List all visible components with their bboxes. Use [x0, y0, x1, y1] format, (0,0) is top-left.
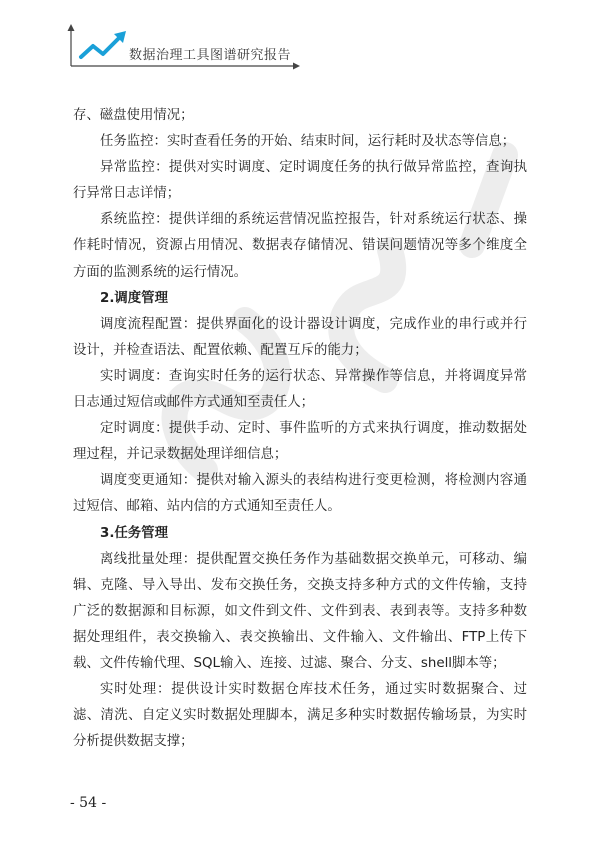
paragraph-task-monitoring: 任务监控：实时查看任务的开始、结束时间，运行耗时及状态等信息；	[100, 134, 516, 150]
paragraph-memory-disk: 存、磁盘使用情况；	[73, 108, 194, 123]
header-decoration	[0, 0, 600, 80]
section-heading-scheduling: 2.调度管理	[100, 290, 168, 306]
paragraph-schedule-change-notice: 调度变更通知：提供对输入源头的表结构进行变更检测，将检测内容通过短信、邮箱、站内信的方式通知至责任人。	[73, 473, 527, 515]
paragraph-realtime-processing: 实时处理：提供设计实时数据仓库技术任务，通过实时数据聚合、过滤、清洗、自定义实时数据处理脚本，满足多种实时数据传输场景，为实时分析提供数据支撑；	[73, 682, 527, 750]
paragraph-exception-monitoring: 异常监控：提供对实时调度、定时调度任务的执行做异常监控，查询执行异常日志详情；	[73, 160, 527, 202]
header-arrow-right-icon	[293, 63, 300, 70]
report-title: 数据治理工具图谱研究报告	[129, 48, 292, 63]
page-number: - 54 -	[70, 795, 107, 811]
header-arrow-up-icon	[68, 24, 75, 31]
page-header	[0, 0, 600, 80]
section-heading-task-management: 3.任务管理	[100, 525, 168, 541]
paragraph-offline-batch: 离线批量处理：提供配置交换任务作为基础数据交换单元，可移动、编辑、克隆、导入导出、发布交换任务，交换支持多种方式的文件传输，支持广泛的数据源和目标源，如文件到文件、文件到表、表到表等。支持多种数据处理组件，表交换输入、表交换输出、文件输入、文件输出、FTP上传下载、文件传输代理、SQL输入、连接、过滤、聚合、分支、shell脚本等；	[73, 551, 527, 671]
paragraph-schedule-config: 调度流程配置：提供界面化的设计器设计调度，完成作业的串行或并行设计，并检查语法、配置依赖、配置互斥的能力；	[73, 316, 527, 358]
paragraph-timed-schedule: 定时调度：提供手动、定时、事件监听的方式来执行调度，推动数据处理过程，并记录数据处理详细信息；	[73, 421, 527, 463]
paragraph-system-monitoring: 系统监控：提供详细的系统运营情况监控报告，针对系统运行状态、操作耗时情况，资源占用情况、数据表存储情况、错误问题情况等多个维度全方面的监测系统的运行情况。	[73, 212, 527, 280]
trend-line-logo-icon	[81, 36, 121, 57]
page-content	[73, 103, 527, 755]
paragraph-realtime-schedule: 实时调度：查询实时任务的运行状态、异常操作等信息，并将调度异常日志通过短信或邮件方式通知至责任人；	[73, 368, 527, 411]
